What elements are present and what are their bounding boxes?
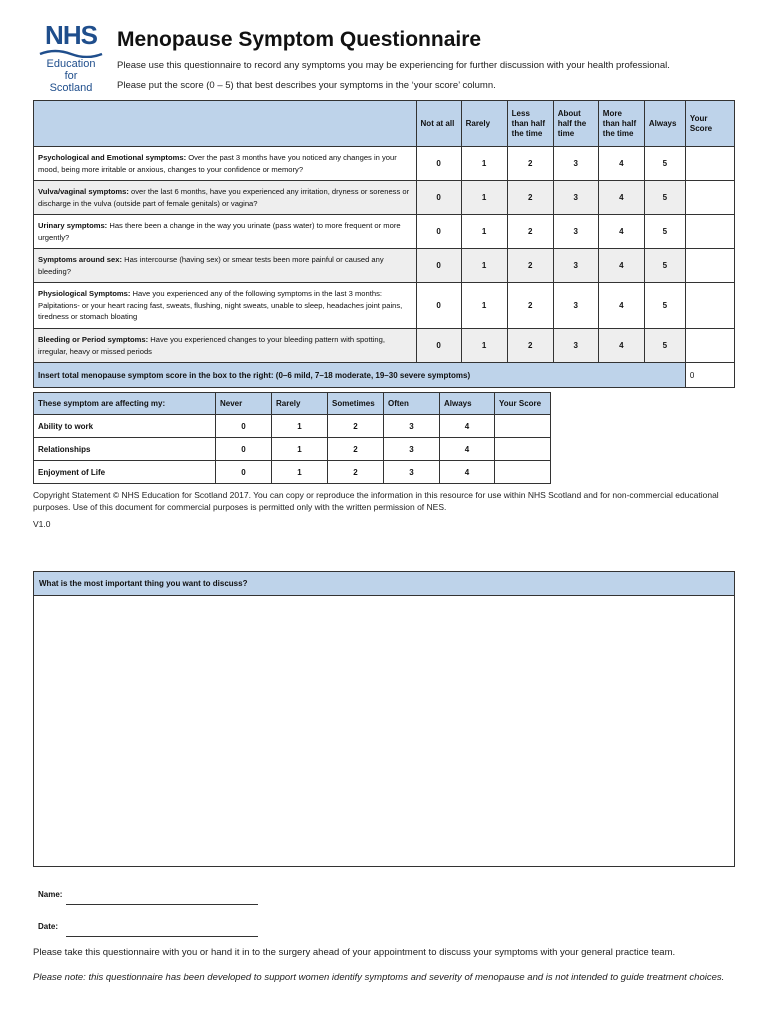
symptom-row — [34, 329, 735, 363]
logo-nhs-text: NHS — [45, 20, 97, 50]
affect-score-option: 0 — [216, 415, 272, 438]
your-score-cell[interactable] — [685, 215, 734, 249]
affect-col-header: Always — [440, 393, 495, 415]
symptom-row — [34, 283, 735, 329]
affect-row — [34, 461, 551, 484]
symptom-col-header: Less than half the time — [507, 101, 553, 147]
affect-your-score-cell[interactable] — [495, 438, 551, 461]
affect-header-row — [34, 393, 551, 415]
score-option: 5 — [644, 181, 685, 215]
affect-table — [33, 392, 551, 484]
score-option: 4 — [598, 147, 644, 181]
total-score-input[interactable]: 0 — [685, 363, 734, 388]
affect-row — [34, 438, 551, 461]
score-option: 0 — [416, 329, 461, 363]
logo-line-1: Education — [46, 58, 96, 70]
score-option: 2 — [507, 283, 553, 329]
symptom-description — [34, 329, 417, 363]
score-option: 2 — [507, 215, 553, 249]
symptom-header-row — [34, 101, 735, 147]
score-option: 2 — [507, 147, 553, 181]
affect-score-option: 0 — [216, 438, 272, 461]
symptom-question: Have you experienced changes to your bleeding pattern with spotting, irregular, heavy or missed periods — [38, 335, 385, 356]
note-text: Please note: this questionnaire has been developed to support women identify symptoms and severity of menopause and is not intended to guide treatment choices. — [33, 972, 725, 983]
affect-row — [34, 415, 551, 438]
affect-col-header: These symptom are affecting my: — [34, 393, 216, 415]
score-option: 0 — [416, 283, 461, 329]
intro-text-2: Please put the score (0 – 5) that best describes your symptoms in the ‘your score’ column. — [117, 80, 496, 91]
total-score-row — [34, 363, 735, 388]
affect-score-option: 4 — [440, 415, 495, 438]
score-option: 2 — [507, 329, 553, 363]
score-option: 0 — [416, 249, 461, 283]
score-option: 4 — [598, 329, 644, 363]
logo-line-3: Scotland — [49, 82, 93, 94]
affect-col-header: Often — [384, 393, 440, 415]
score-option: 3 — [553, 249, 598, 283]
score-option: 1 — [461, 181, 507, 215]
affect-score-option: 1 — [272, 461, 328, 484]
affect-col-header: Sometimes — [328, 393, 384, 415]
score-option: 1 — [461, 249, 507, 283]
symptom-category: Psychological and Emotional symptoms: — [38, 153, 187, 162]
symptom-question: over the last 6 months, have you experienced any irritation, dryness or soreness or discharge in the vulva (outside part of female genitals) or vagina? — [38, 187, 410, 208]
affect-your-score-cell[interactable] — [495, 415, 551, 438]
score-option: 5 — [644, 329, 685, 363]
affect-label: Ability to work — [34, 415, 216, 438]
symptom-description — [34, 215, 417, 249]
score-option: 1 — [461, 147, 507, 181]
affect-score-option: 2 — [328, 438, 384, 461]
score-option: 3 — [553, 215, 598, 249]
page-title: Menopause Symptom Questionnaire — [117, 28, 482, 51]
version-label: V1.0 — [33, 519, 51, 529]
score-option: 1 — [461, 329, 507, 363]
your-score-cell[interactable] — [685, 181, 734, 215]
affect-col-header: Your Score — [495, 393, 551, 415]
affect-score-option: 0 — [216, 461, 272, 484]
score-option: 5 — [644, 283, 685, 329]
symptom-description — [34, 249, 417, 283]
symptom-col-header: Rarely — [461, 101, 507, 147]
symptom-description — [34, 181, 417, 215]
date-label: Date: — [38, 922, 59, 931]
symptom-question: Has there been a change in the way you urinate (pass water) to more frequent or more urgently? — [38, 221, 401, 242]
score-option: 3 — [553, 283, 598, 329]
intro-text-1: Please use this questionnaire to record any symptoms you may be experiencing for further discussion with your health professional. — [117, 60, 670, 71]
affect-label: Relationships — [34, 438, 216, 461]
symptom-row — [34, 215, 735, 249]
affect-score-option: 1 — [272, 415, 328, 438]
score-option: 4 — [598, 249, 644, 283]
copyright-statement: Copyright Statement © NHS Education for Scotland 2017. You can copy or reproduce the information in this resource for use within NHS Scotland and for non-commercial educational purposes. Use of this document for commercial purposes is permitted only with the written permission of NES. — [33, 490, 719, 512]
symptom-description — [34, 283, 417, 329]
date-field[interactable] — [66, 936, 258, 937]
score-option: 3 — [553, 329, 598, 363]
affect-score-option: 1 — [272, 438, 328, 461]
affect-col-header: Never — [216, 393, 272, 415]
symptom-col-header: About half the time — [553, 101, 598, 147]
your-score-cell[interactable] — [685, 329, 734, 363]
logo-line-2: for — [64, 70, 78, 82]
affect-label: Enjoyment of Life — [34, 461, 216, 484]
score-option: 3 — [553, 147, 598, 181]
score-option: 2 — [507, 249, 553, 283]
score-option: 4 — [598, 215, 644, 249]
symptom-row — [34, 249, 735, 283]
instruction-text: Please take this questionnaire with you or hand it in to the surgery ahead of your appointment to discuss your symptoms with your general practice team. — [33, 947, 676, 958]
name-field[interactable] — [66, 904, 258, 905]
your-score-cell[interactable] — [685, 283, 734, 329]
your-score-cell[interactable] — [685, 147, 734, 181]
score-option: 5 — [644, 249, 685, 283]
affect-score-option: 4 — [440, 461, 495, 484]
affect-score-option: 4 — [440, 438, 495, 461]
score-option: 3 — [553, 181, 598, 215]
score-option: 1 — [461, 283, 507, 329]
symptom-category: Urinary symptoms: — [38, 221, 108, 230]
discussion-label: What is the most important thing you want to discuss? — [34, 572, 734, 596]
score-option: 0 — [416, 147, 461, 181]
symptom-row — [34, 147, 735, 181]
symptom-category: Physiological Symptoms: — [38, 289, 131, 299]
symptom-table — [33, 100, 735, 388]
score-option: 4 — [598, 283, 644, 329]
affect-score-option: 2 — [328, 461, 384, 484]
symptom-col-header: More than half the time — [598, 101, 644, 147]
symptom-question: Over the past 3 months have you noticed any changes in your mood, being more irritable or anxious, changes to your confidence or memory? — [38, 153, 397, 174]
symptom-category: Vulva/vaginal symptoms: — [38, 187, 129, 196]
discussion-box — [33, 571, 735, 867]
symptom-question: Have you experienced any of the following symptoms in the last 3 months: Palpitations- or your heart racing fast, sweats, flushing, night sweats, unable to sleep, headaches joint pains, tiredness or stomach bloating — [38, 289, 403, 322]
score-option: 0 — [416, 215, 461, 249]
score-option: 1 — [461, 215, 507, 249]
nhs-logo — [36, 22, 106, 94]
symptom-question: Has intercourse (having sex) or smear tests been more painful or caused any bleeding? — [38, 255, 384, 276]
name-label: Name: — [38, 890, 63, 899]
affect-your-score-cell[interactable] — [495, 461, 551, 484]
symptom-category: Bleeding or Period symptoms: — [38, 335, 149, 344]
affect-score-option: 3 — [384, 415, 440, 438]
symptom-row — [34, 181, 735, 215]
affect-score-option: 2 — [328, 415, 384, 438]
discussion-input[interactable] — [34, 596, 734, 866]
symptom-col-header: Your Score — [685, 101, 734, 147]
symptom-col-header: Always — [644, 101, 685, 147]
score-option: 5 — [644, 147, 685, 181]
score-option: 0 — [416, 181, 461, 215]
affect-score-option: 3 — [384, 461, 440, 484]
score-option: 5 — [644, 215, 685, 249]
symptom-category: Symptoms around sex: — [38, 255, 122, 264]
total-score-label: Insert total menopause symptom score in the box to the right: (0–6 mild, 7–18 moderate, 19–30 severe symptoms) — [34, 363, 686, 388]
affect-col-header: Rarely — [272, 393, 328, 415]
symptom-col-header: Not at all — [416, 101, 461, 147]
symptom-description — [34, 147, 417, 181]
your-score-cell[interactable] — [685, 249, 734, 283]
score-option: 2 — [507, 181, 553, 215]
symptom-col-header — [34, 101, 417, 147]
affect-score-option: 3 — [384, 438, 440, 461]
score-option: 4 — [598, 181, 644, 215]
